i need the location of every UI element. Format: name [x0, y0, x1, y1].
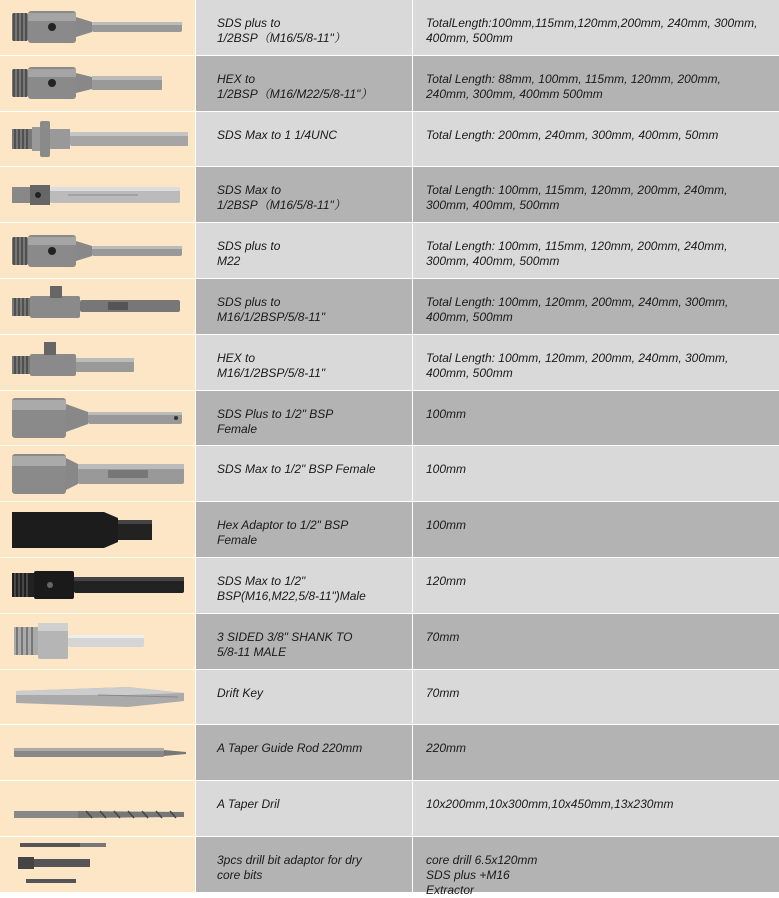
- product-image-cell: [0, 335, 196, 390]
- product-image-cell: [0, 558, 196, 613]
- product-name: A Taper Guide Rod 220mm: [196, 725, 413, 780]
- female-adaptor-icon: [8, 396, 188, 440]
- table-row: [0, 502, 779, 558]
- product-spec: Total Length: 88mm, 100mm, 115mm, 120mm, 200mm, 240mm, 300mm, 400mm 500mm: [413, 56, 779, 111]
- table-row: [0, 112, 779, 168]
- product-image-cell: [0, 837, 196, 892]
- product-spec: 10x200mm,10x300mm,10x450mm,13x230mm: [413, 781, 779, 836]
- table-row: [0, 558, 779, 614]
- product-spec: 100mm: [413, 502, 779, 557]
- taper-drill-icon: [8, 787, 188, 831]
- hex-female-adaptor-icon: [8, 508, 188, 552]
- product-name: 3pcs drill bit adaptor for dry core bits: [196, 837, 413, 892]
- table-row: [0, 781, 779, 837]
- table-row: [0, 56, 779, 112]
- hex-adaptor-icon: [8, 61, 188, 105]
- product-image-cell: [0, 781, 196, 836]
- female-adaptor-icon: [8, 452, 188, 496]
- product-spec: core drill 6.5x120mm SDS plus +M16 Extractor: [413, 837, 779, 892]
- product-name: SDS Max to 1/2" BSP Female: [196, 446, 413, 501]
- product-spec: 220mm: [413, 725, 779, 780]
- product-name: Hex Adaptor to 1/2" BSP Female: [196, 502, 413, 557]
- sds-max-adaptor-icon: [8, 117, 188, 161]
- product-name: HEX to M16/1/2BSP/5/8-11": [196, 335, 413, 390]
- product-name: SDS plus to M16/1/2BSP/5/8-11": [196, 279, 413, 334]
- product-image-cell: [0, 112, 196, 167]
- table-row: [0, 670, 779, 726]
- product-name: A Taper Dril: [196, 781, 413, 836]
- product-image-cell: [0, 223, 196, 278]
- product-name: SDS plus to M22: [196, 223, 413, 278]
- product-image-cell: [0, 0, 196, 55]
- sds-plus-adaptor-icon: [8, 5, 188, 49]
- product-name: SDS Plus to 1/2" BSP Female: [196, 391, 413, 446]
- table-row: [0, 279, 779, 335]
- table-row: [0, 223, 779, 279]
- product-name: HEX to 1/2BSP（M16/M22/5/8-11"）: [196, 56, 413, 111]
- product-name: SDS Max to 1/2" BSP(M16,M22,5/8-11")Male: [196, 558, 413, 613]
- guide-rod-icon: [8, 731, 188, 775]
- product-image-cell: [0, 725, 196, 780]
- product-spec: Total Length: 100mm, 115mm, 120mm, 200mm, 240mm, 300mm, 400mm, 500mm: [413, 223, 779, 278]
- product-spec: Total Length: 100mm, 115mm, 120mm, 200mm, 240mm, 300mm, 400mm, 500mm: [413, 167, 779, 222]
- sds-plus-adaptor-icon: [8, 229, 188, 273]
- sds-max-male-adaptor-icon: [8, 563, 188, 607]
- product-image-cell: [0, 502, 196, 557]
- drift-key-icon: [8, 675, 188, 719]
- product-spec: 100mm: [413, 446, 779, 501]
- product-image-cell: [0, 391, 196, 446]
- table-row: [0, 446, 779, 502]
- product-image-cell: [0, 446, 196, 501]
- table-row: [0, 391, 779, 447]
- product-spec: Total Length: 100mm, 120mm, 200mm, 240mm, 300mm, 400mm, 500mm: [413, 279, 779, 334]
- sds-max-adaptor-icon: [8, 173, 188, 217]
- table-row: [0, 335, 779, 391]
- hex-adaptor-icon: [8, 340, 188, 384]
- product-image-cell: [0, 279, 196, 334]
- product-name: 3 SIDED 3/8" SHANK TO 5/8-11 MALE: [196, 614, 413, 669]
- table-row: [0, 725, 779, 781]
- product-spec: 100mm: [413, 391, 779, 446]
- product-name: SDS Max to 1/2BSP（M16/5/8-11"）: [196, 167, 413, 222]
- three-sided-shank-icon: [8, 619, 188, 663]
- drill-bit-set-icon: [8, 839, 188, 889]
- table-row: [0, 614, 779, 670]
- product-name: SDS plus to 1/2BSP（M16/5/8-11"）: [196, 0, 413, 55]
- table-row: [0, 167, 779, 223]
- table-row: [0, 837, 779, 897]
- product-spec: Total Length: 200mm, 240mm, 300mm, 400mm, 50mm: [413, 112, 779, 167]
- sds-plus-adaptor-icon: [8, 284, 188, 328]
- product-image-cell: [0, 56, 196, 111]
- product-image-cell: [0, 614, 196, 669]
- product-spec: 120mm: [413, 558, 779, 613]
- product-name: Drift Key: [196, 670, 413, 725]
- table-row: [0, 0, 779, 56]
- product-name: SDS Max to 1 1/4UNC: [196, 112, 413, 167]
- product-spec: TotalLength:100mm,115mm,120mm,200mm, 240mm, 300mm, 400mm, 500mm: [413, 0, 779, 55]
- product-spec: 70mm: [413, 614, 779, 669]
- product-spec: 70mm: [413, 670, 779, 725]
- product-spec: Total Length: 100mm, 120mm, 200mm, 240mm, 300mm, 400mm, 500mm: [413, 335, 779, 390]
- product-image-cell: [0, 670, 196, 725]
- product-image-cell: [0, 167, 196, 222]
